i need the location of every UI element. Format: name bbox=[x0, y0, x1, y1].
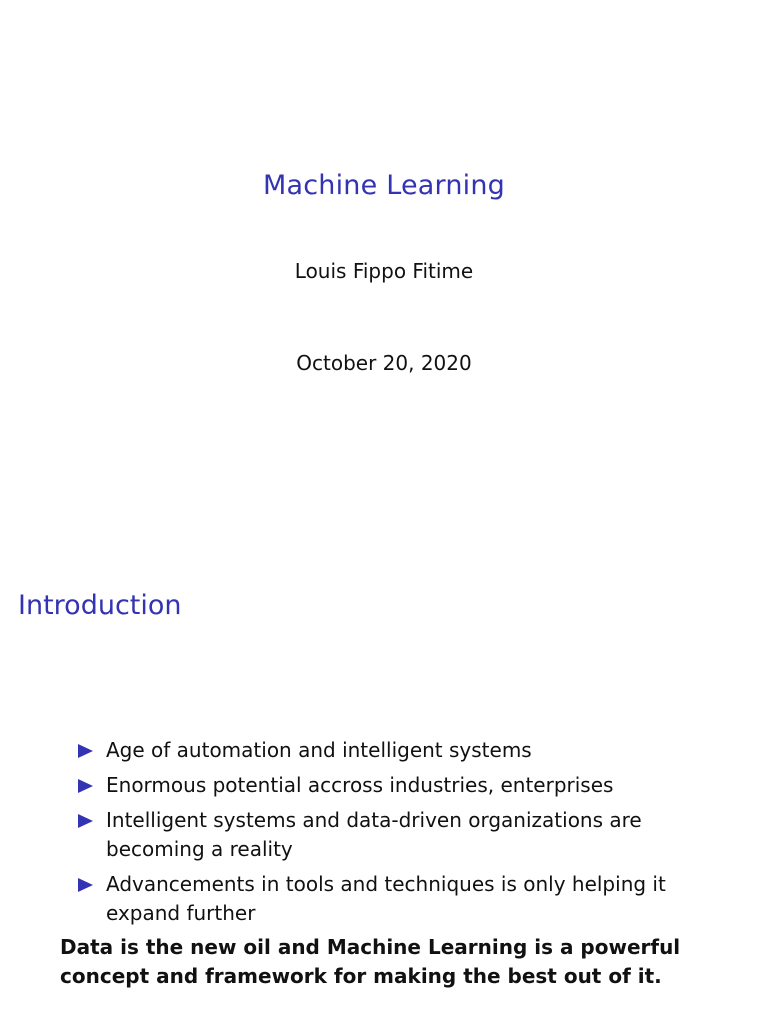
slide-heading: Introduction bbox=[18, 590, 182, 621]
introduction-slide bbox=[0, 540, 768, 1024]
bullet-text: Enormous potential accross industries, enterprises bbox=[106, 773, 614, 797]
presentation-title: Machine Learning bbox=[262, 170, 506, 201]
triangle-bullet-icon bbox=[78, 878, 93, 892]
bullet-list bbox=[78, 736, 678, 934]
closing-statement: Data is the new oil and Machine Learning is a powerful concept and framework for making the best out of it. bbox=[60, 935, 681, 988]
list-item bbox=[78, 771, 678, 800]
presentation-author: Louis Fippo Fitime bbox=[294, 259, 474, 283]
bullet-text: Advancements in tools and techniques is only helping it expand further bbox=[106, 872, 666, 925]
list-item bbox=[78, 736, 678, 765]
triangle-bullet-icon bbox=[78, 779, 93, 793]
list-item bbox=[78, 806, 678, 864]
presentation-date: October 20, 2020 bbox=[296, 351, 472, 375]
triangle-bullet-icon bbox=[78, 814, 93, 828]
bullet-text: Age of automation and intelligent systems bbox=[106, 738, 532, 762]
bullet-text: Intelligent systems and data-driven organizations are becoming a reality bbox=[106, 808, 642, 861]
triangle-bullet-icon bbox=[78, 744, 93, 758]
list-item bbox=[78, 870, 678, 928]
